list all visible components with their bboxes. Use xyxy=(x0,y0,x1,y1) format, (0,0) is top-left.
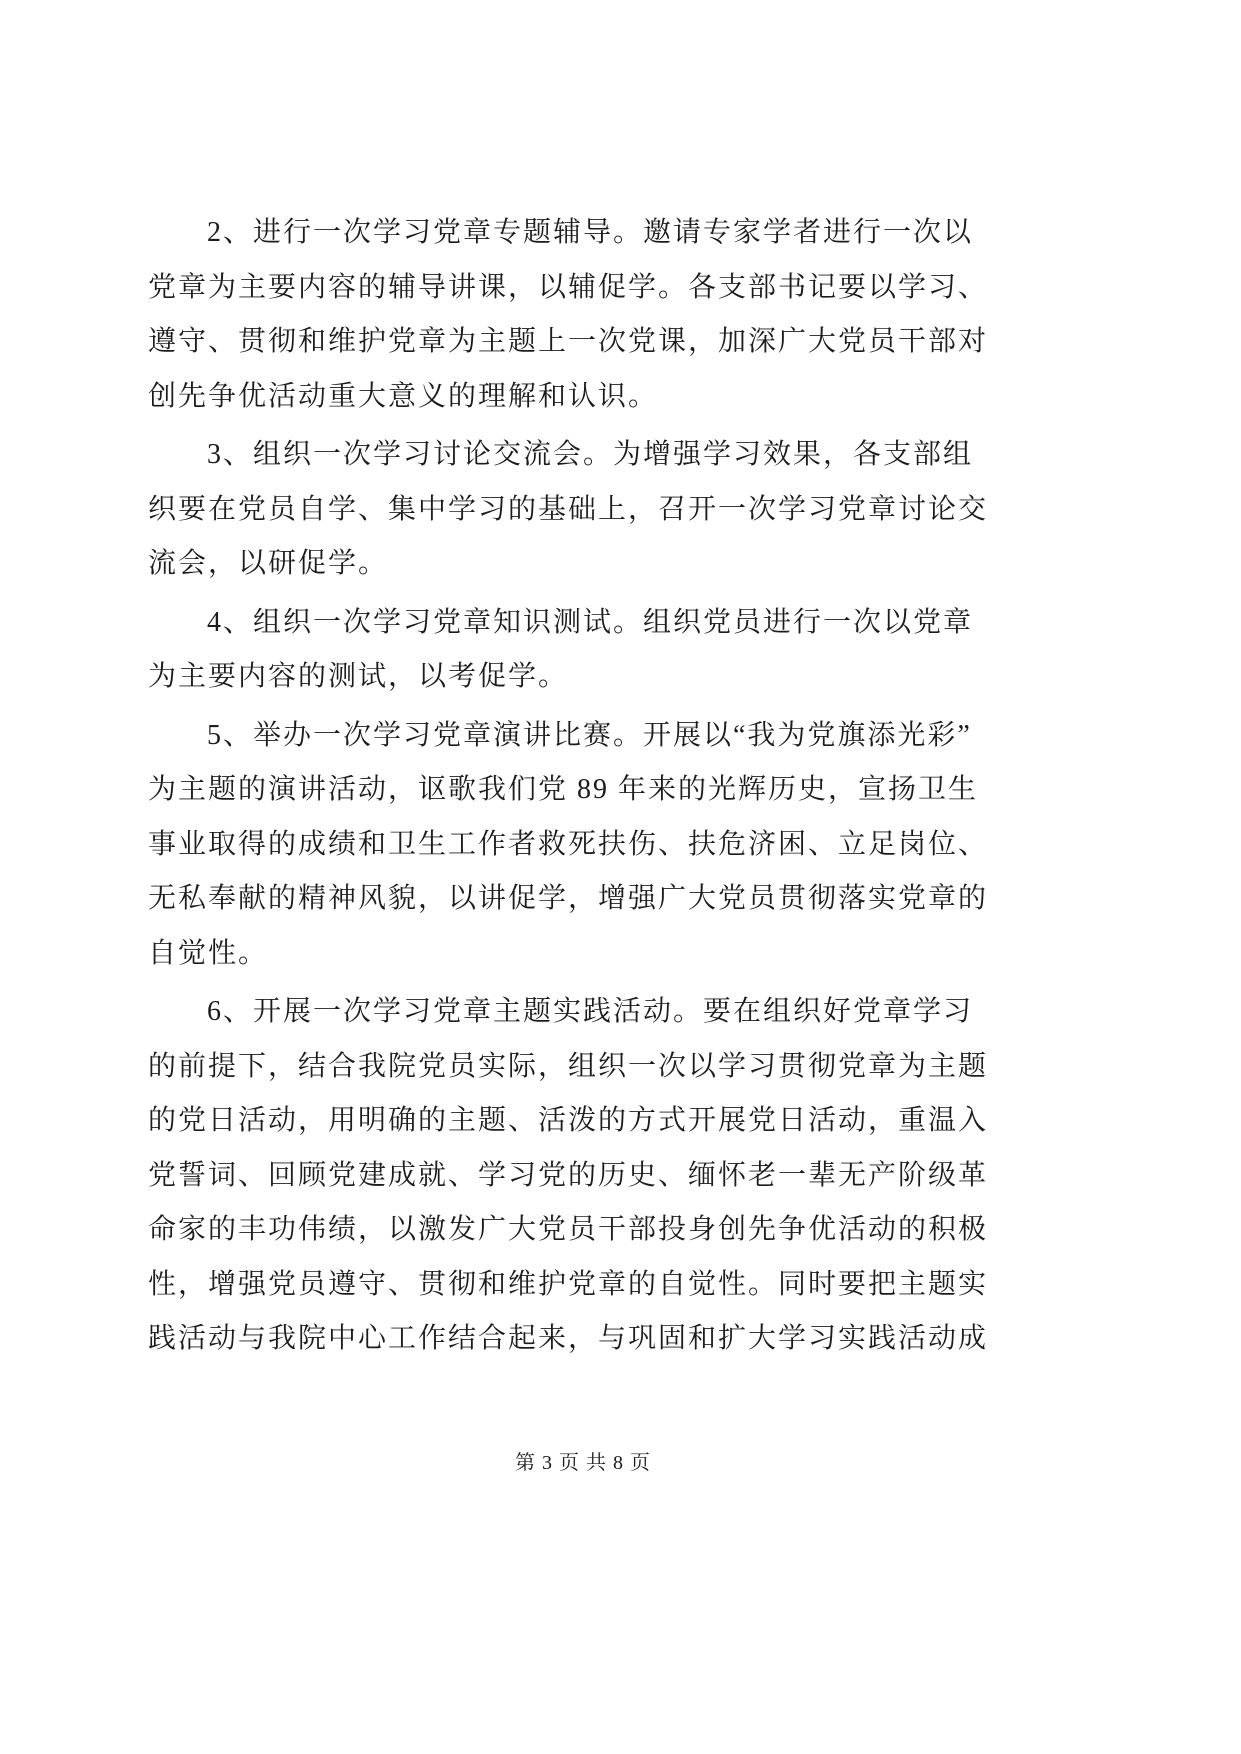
text-line: 为主题的演讲活动，讴歌我们党 89 年来的光辉历史，宣扬卫生 xyxy=(148,774,979,805)
text-line: 无私奉献的精神风貌，以讲促学，增强广大党员贯彻落实党章的 xyxy=(148,883,989,914)
text-line: 6、开展一次学习党章主题实践活动。要在组织好党章学习 xyxy=(207,996,974,1027)
text-line: 2、进行一次学习党章专题辅导。邀请专家学者进行一次以 xyxy=(207,217,974,248)
text-line: 命家的丰功伟绩，以激发广大党员干部投身创先争优活动的积极 xyxy=(148,1214,989,1245)
text-line: 遵守、贯彻和维护党章为主题上一次党课，加深广大党员干部对 xyxy=(148,326,989,357)
text-line: 党誓词、回顾党建成就、学习党的历史、缅怀老一辈无产阶级革 xyxy=(148,1159,989,1191)
paragraph-item-4 xyxy=(148,596,1008,705)
text-line: 自觉性。 xyxy=(148,937,269,969)
text-line: 的党日活动，用明确的主题、活泼的方式开展党日活动，重温入 xyxy=(148,1105,989,1136)
page-footer-number: 第 3 页 共 8 页 xyxy=(515,1452,651,1474)
text-line: 流会，以研促学。 xyxy=(148,548,389,579)
text-line: 5、举办一次学习党章演讲比赛。开展以“我为党旗添光彩” xyxy=(207,719,972,751)
text-line: 织要在党员自学、集中学习的基础上，召开一次学习党章讨论交 xyxy=(148,493,989,525)
text-line: 4、组织一次学习党章知识测试。组织党员进行一次以党章 xyxy=(207,606,974,638)
text-line: 的前提下，结合我院党员实际，组织一次以学习贯彻党章为主题 xyxy=(148,1050,989,1082)
paragraph-item-2 xyxy=(148,206,1008,424)
text-line: 党章为主要内容的辅导讲课，以辅促学。各支部书记要以学习、 xyxy=(148,271,989,303)
paragraph-item-6 xyxy=(148,985,1008,1367)
text-line: 为主要内容的测试，以考促学。 xyxy=(148,661,569,692)
text-line: 践活动与我院中心工作结合起来，与巩固和扩大学习实践活动成 xyxy=(148,1323,989,1354)
text-line: 事业取得的成绩和卫生工作者救死扶伤、扶危济困、立足岗位、 xyxy=(148,828,989,860)
paragraph-item-5 xyxy=(148,709,1008,982)
document-body xyxy=(148,206,1008,1371)
text-line: 性，增强党员遵守、贯彻和维护党章的自觉性。同时要把主题实 xyxy=(148,1268,989,1300)
paragraph-item-3 xyxy=(148,428,1008,592)
text-line: 3、组织一次学习讨论交流会。为增强学习效果，各支部组 xyxy=(207,439,974,470)
text-line: 创先争优活动重大意义的理解和认识。 xyxy=(148,380,659,412)
